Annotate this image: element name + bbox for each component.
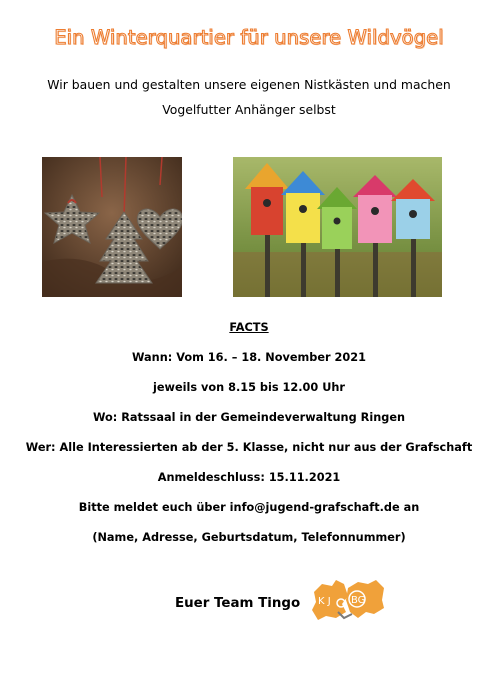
facts-who: Wer: Alle Interessierten ab der 5. Klasse, nicht nur aus der Grafschaft	[25, 441, 473, 454]
facts-heading: FACTS	[229, 321, 269, 334]
facts-where: Wo: Ratssaal in der Gemeindeverwaltung Ringen	[92, 411, 406, 424]
facts-time: jeweils von 8.15 bis 12.00 Uhr	[152, 381, 345, 394]
facts-details: (Name, Adresse, Geburtsdatum, Telefonnummer)	[92, 531, 406, 544]
subtitle-line-2: Vogelfutter Anhänger selbst	[162, 102, 336, 117]
facts-registration: Bitte meldet euch über info@jugend-grafschaft.de an	[78, 501, 420, 514]
svg-text:BG: BG	[351, 595, 366, 606]
seed-ornaments-photo	[42, 157, 182, 297]
kjbg-logo	[310, 578, 386, 624]
subtitle-line-1: Wir bauen und gestalten unsere eigenen Nistkästen und machen	[47, 77, 451, 92]
facts-deadline: Anmeldeschluss: 15.11.2021	[157, 471, 341, 484]
svg-text:K J: K J	[318, 596, 331, 607]
signature: Euer Team Tingo	[175, 596, 301, 611]
subtitle	[0, 72, 498, 122]
facts-section	[0, 318, 498, 558]
birdhouses-photo	[233, 157, 442, 297]
facts-when: Wann: Vom 16. – 18. November 2021	[132, 351, 366, 364]
page-title: Ein Winterquartier für unsere Wildvögel	[54, 26, 444, 49]
